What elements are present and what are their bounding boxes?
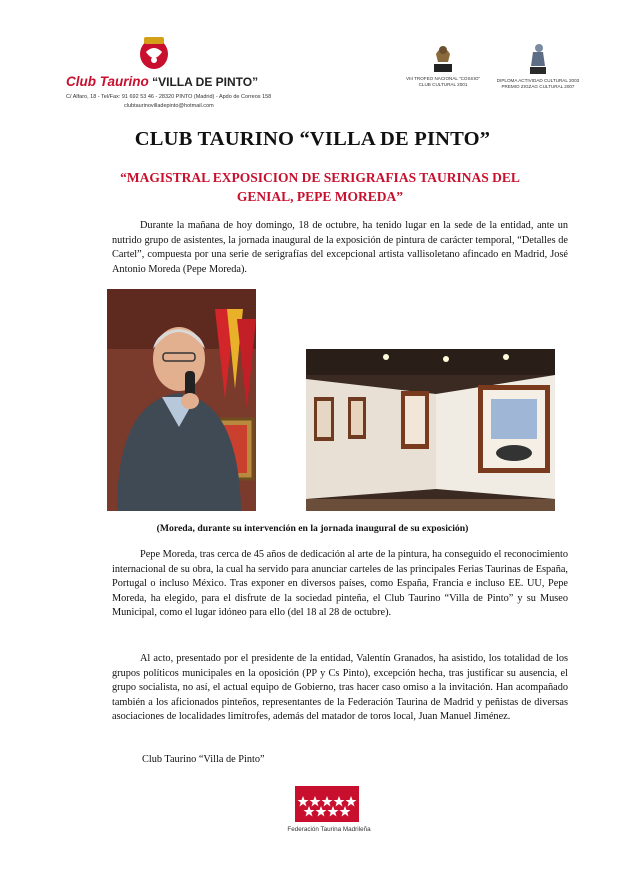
club-crest-icon — [132, 36, 176, 70]
award-cossio-line-2: CLUB CULTURAL 2001 — [418, 82, 468, 87]
trophy-bull-icon — [428, 42, 458, 74]
document-subtitle: “MAGISTRAL EXPOSICION DE SERIGRAFIAS TAURINAS DEL GENIAL, PEPE MOREDA” — [120, 170, 520, 204]
club-name-dark: “VILLA DE PINTO” — [152, 75, 259, 89]
document-title: CLUB TAURINO “VILLA DE PINTO” — [134, 128, 491, 150]
paragraph-attendance: Al acto, presentado por el presidente de la entidad, Valentín Granados, ha asistido, los totalidad de los grupos políticos municipales en la oposición (PP y Cs Pinto), excepción hecha, tras justificar su ausencia, el grupo socialista, no así, el actual equipo de Gobierno, tras hacer caso omiso a la invitación. Han acompañado también a los aficionados pinteños, representantes de la Federación Taurina de Madrid y peñistas de diversas asociaciones de localidades limítrofes, además del matador de toros local, Juan Manuel Jiménez. — [112, 653, 568, 723]
photo-speaker — [107, 289, 256, 511]
award-zigzag-line-1: DIPLOMA ACTIVIDAD CULTURAL 2003 — [496, 78, 580, 83]
paragraph-career: Pepe Moreda, tras cerca de 45 años de dedicación al arte de la pintura, ha conseguido el reconocimiento internacional de su obra, la cual ha servido para anunciar carteles de las principales Ferias Taurinas de España, Portugal o incluso México. Tras exponer en diversos países, como España, Francia e incluso EE. UU, Pepe Moreda, ha elegido, para el disfrute de la sociedad pinteña, el Club Taurino “Villa de Pinto” y su Museo Municipal, como el lugar idóneo para ello (del 18 al 28 de octubre). — [112, 549, 568, 619]
club-name-red: Club Taurino — [66, 74, 149, 89]
award-zigzag-line-2: PREMIO ZIGZAG CULTURAL 2007 — [501, 84, 575, 89]
federacion-name: Federación Taurina Madrileña — [287, 826, 371, 833]
award-zigzag — [488, 42, 588, 90]
trophy-figure-icon — [523, 42, 553, 76]
award-cossio — [398, 42, 488, 88]
photo-exhibition — [306, 349, 555, 511]
paragraph-intro: Durante la mañana de hoy domingo, 18 de octubre, ha tenido lugar en la sede de la entidad, ante un nutrido grupo de asistentes, la jornada inaugural de la exposición de pintura de carácter temporal, “Detalles de Cartel”, compuesta por una serie de serigrafías del excepcional artista vallisoletano afincado en Madrid, José Antonio Moreda (Pepe Moreda). — [112, 220, 568, 275]
signature: Club Taurino “Villa de Pinto” — [142, 754, 265, 765]
exhibition-illustration — [306, 349, 555, 511]
federacion-stars-icon — [295, 786, 359, 822]
club-address: C/ Alfaro, 18 - Tel/Fax: 91 692 53 46 - 28320 PINTO (Madrid) - Apdo de Correos 158 — [66, 94, 272, 100]
award-cossio-line-1: VIII TROFEO NACIONAL “COSSIO” — [405, 76, 481, 81]
club-email: clubtaurinovilladepinto@hotmail.com — [124, 103, 214, 109]
club-name — [66, 74, 276, 90]
club-logo — [60, 30, 270, 120]
photo-caption: (Moreda, durante su intervención en la jornada inaugural de su exposición) — [156, 523, 469, 534]
speaker-illustration — [107, 289, 256, 511]
federacion-logo — [295, 786, 359, 822]
